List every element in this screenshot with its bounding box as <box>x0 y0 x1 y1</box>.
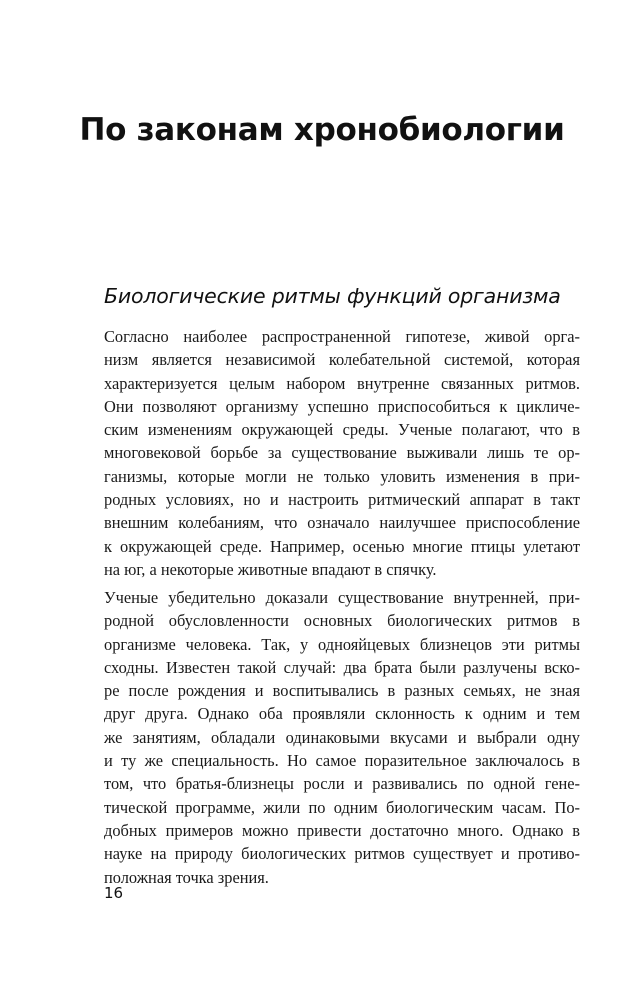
paragraph-1 <box>104 325 580 581</box>
paragraph-2 <box>104 586 580 889</box>
text-line: родных условиях, но и настроить ритмический аппарат в такт <box>104 490 580 510</box>
text-line: Ученые убедительно доказали существование внутренней, при- <box>104 588 580 607</box>
text-line: ским изменениям окружающей среды. Ученые полагают, что в <box>104 420 580 440</box>
text-line: Они позволяют организму успешно приспособиться к цикличе- <box>104 396 580 416</box>
page-number: 16 <box>104 884 124 902</box>
text-line: родной обусловленности основных биологических ритмов в <box>104 611 580 631</box>
text-line: и ту же специальность. Но самое поразительное заключалось в <box>104 751 580 771</box>
text-line: науке на природу биологических ритмов существует и противо- <box>104 844 580 864</box>
text-line: к окружающей среде. Например, осенью многие птицы улетают <box>104 536 580 556</box>
text-line: тической программе, жили по одним биологическим часам. По- <box>104 797 580 817</box>
text-line: на юг, а некоторые животные впадают в спячку. <box>104 559 437 579</box>
chapter-title: По законам хронобиологии <box>79 112 565 148</box>
section-title: Биологические ритмы функций организма <box>104 284 561 308</box>
text-line: положная точка зрения. <box>104 867 269 887</box>
text-line: многовековой борьбе за существование выживали лишь те ор- <box>104 443 580 463</box>
text-line: организме человека. Так, у однояйцевых близнецов эти ритмы <box>104 634 580 654</box>
text-line: ре после рождения и воспитывались в разных семьях, не зная <box>104 681 580 701</box>
text-line: добных примеров можно привести достаточно много. Однако в <box>104 820 580 840</box>
text-line: характеризуется целым набором внутренне связанных ритмов. <box>104 373 580 393</box>
text-line: низм является независимой колебательной системой, которая <box>104 350 580 370</box>
text-line: друг друга. Однако оба проявляли склонность к одним и тем <box>104 704 580 724</box>
text-line: внешним колебаниям, что означало наилучшее приспособление <box>104 513 580 533</box>
text-line: сходны. Известен такой случай: два брата были разлучены вско- <box>104 657 580 677</box>
text-line: же занятиям, обладали одинаковыми вкусами и выбрали одну <box>104 727 580 747</box>
text-line: ганизмы, которые могли не только уловить изменения в при- <box>104 466 580 486</box>
text-line: Согласно наиболее распространенной гипотезе, живой орга- <box>104 327 580 346</box>
text-line: том, что братья-близнецы росли и развивались по одной гене- <box>104 774 580 794</box>
